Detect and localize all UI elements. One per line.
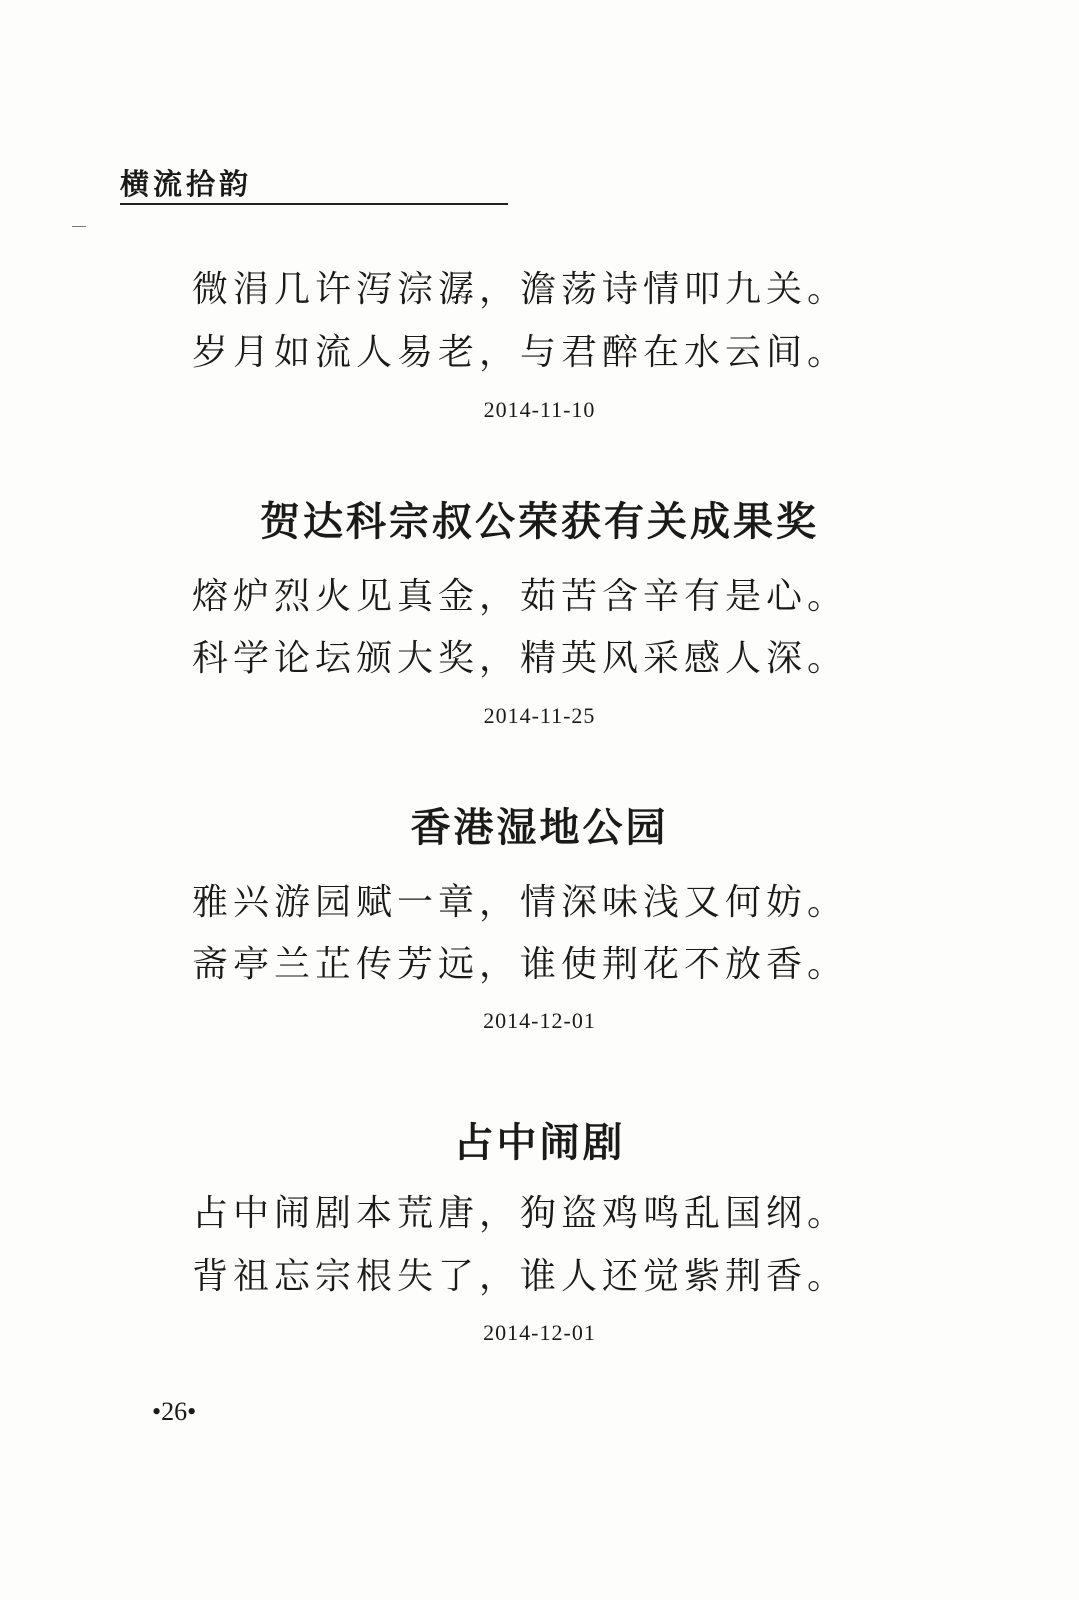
poem-2-title: 贺达科宗叔公荣获有关成果奖	[260, 498, 819, 545]
poem-4-date: 2014-12-01	[483, 1320, 596, 1345]
poem-4-line-1: 占中闹剧本荒唐，狗盗鸡鸣乱国纲。	[192, 1193, 849, 1234]
poem-2-line-1: 熔炉烈火见真金，茹苦含辛有是心。	[192, 576, 849, 617]
header-rule	[120, 203, 508, 205]
page-number: •26•	[152, 1397, 197, 1426]
poem-4-line-2: 背祖忘宗根失了，谁人还觉紫荆香。	[192, 1256, 849, 1297]
poem-3-title: 香港湿地公园	[410, 804, 669, 851]
poem-3-date: 2014-12-01	[483, 1008, 596, 1033]
poem-2-date: 2014-11-25	[483, 703, 596, 728]
poem-1-line-2: 岁月如流人易老，与君醉在水云间。	[192, 332, 849, 373]
running-head-title: 横流拾韵	[120, 167, 253, 201]
poem-1-date: 2014-11-10	[483, 397, 596, 422]
poem-2-line-2: 科学论坛颁大奖，精英风采感人深。	[192, 638, 849, 679]
poem-4-title: 占中闹剧	[453, 1119, 626, 1166]
poem-3-line-1: 雅兴游园赋一章，情深味浅又何妨。	[192, 882, 849, 923]
margin-mark	[72, 226, 86, 227]
poem-1-line-1: 微涓几许泻淙潺，澹荡诗情叩九关。	[192, 269, 849, 310]
poem-3-line-2: 斋亭兰芷传芳远，谁使荆花不放香。	[192, 944, 849, 985]
